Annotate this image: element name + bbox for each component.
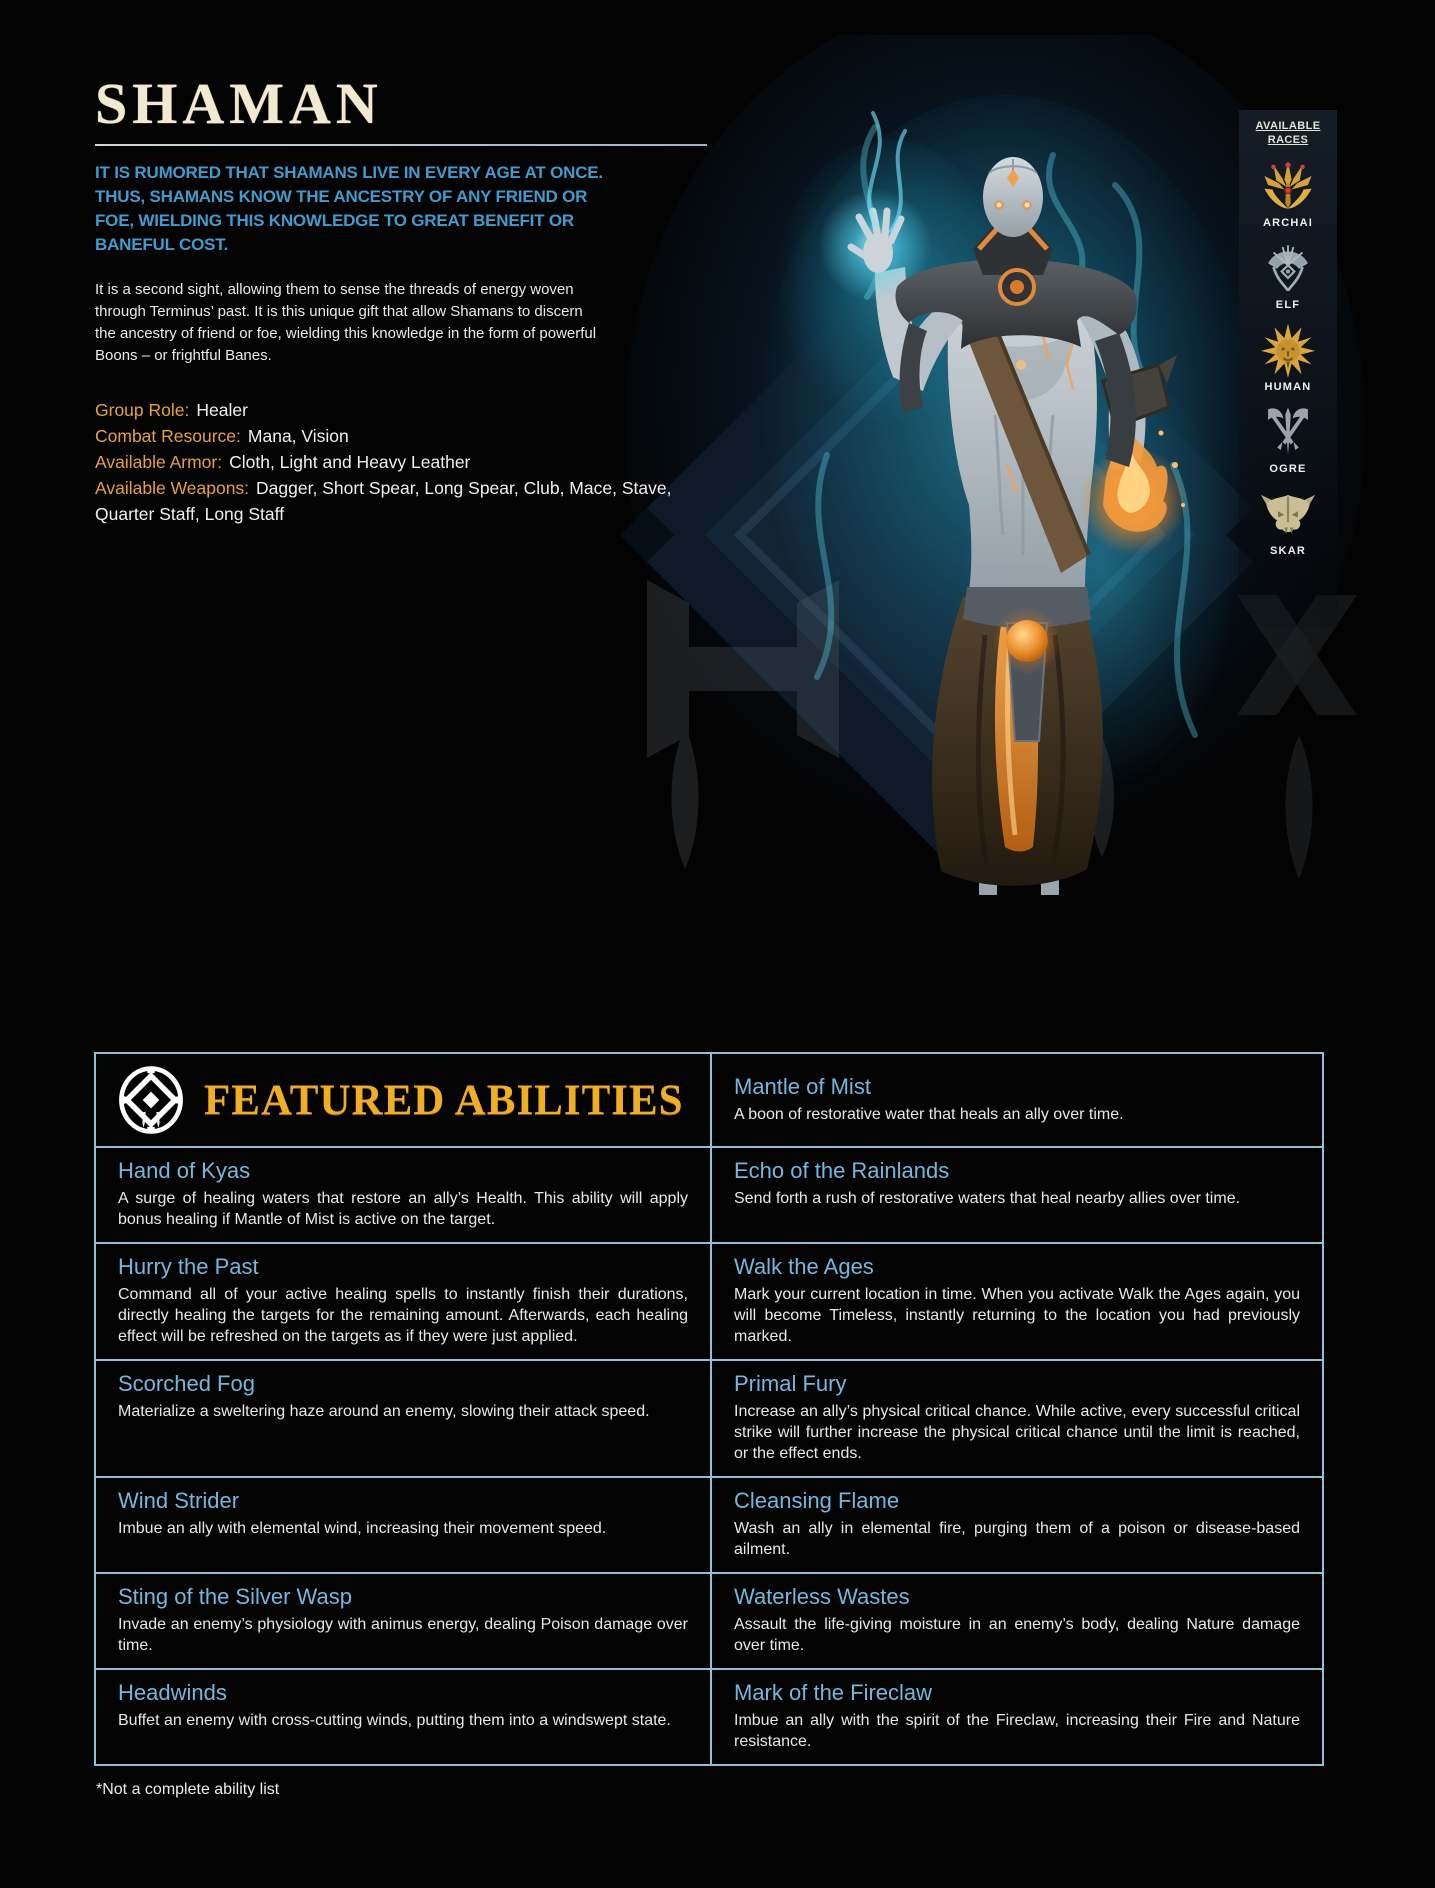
races-header-line2: RACES bbox=[1267, 134, 1309, 146]
title-rule bbox=[95, 144, 707, 146]
page-title: SHAMAN bbox=[95, 71, 383, 136]
races-header-line1: AVAILABLE bbox=[1255, 120, 1321, 132]
human-crest-icon bbox=[1259, 320, 1317, 378]
ability-description: Increase an ally’s physical critical chance. While active, every successful critical strike will further increase the physical critical chance until the limit is reached, or the effect ends. bbox=[734, 1403, 1300, 1462]
ability-cell bbox=[96, 1670, 710, 1764]
ability-description: A boon of restorative water that heals an ally over time. bbox=[734, 1105, 1124, 1123]
ability-cell bbox=[710, 1670, 1322, 1764]
footnote: *Not a complete ability list bbox=[96, 1781, 280, 1798]
races-header bbox=[1256, 119, 1321, 147]
table-row bbox=[96, 1359, 1322, 1476]
ability-description: Materialize a sweltering haze around an enemy, slowing their attack speed. bbox=[118, 1403, 650, 1420]
ability-description: Command all of your active healing spells to instantly finish their durations, directly healing the targets for the remaining amount. Afterwards, each healing effect will be refreshed on the targets as if they were just applied. bbox=[118, 1286, 688, 1345]
ability-cell bbox=[96, 1148, 710, 1242]
stat-label: Available Weapons: bbox=[95, 477, 250, 498]
lede-text: IT IS RUMORED THAT SHAMANS LIVE IN EVERY AGE AT ONCE. THUS, SHAMANS KNOW THE ANCESTRY OF ANY FRIEND OR FOE, WIELDING THIS KNOWLEDGE TO GREAT BENEFIT OR BANEFUL COST. bbox=[95, 162, 603, 254]
ability-cell bbox=[96, 1574, 710, 1668]
featured-abilities-table bbox=[94, 1052, 1324, 1766]
ability-name: Waterless Wastes bbox=[734, 1584, 910, 1609]
ability-name: Hand of Kyas bbox=[118, 1158, 251, 1183]
ability-name: Primal Fury bbox=[734, 1371, 847, 1396]
race-item-ogre bbox=[1259, 402, 1317, 475]
elf-crest-icon bbox=[1259, 238, 1317, 296]
table-header-row bbox=[96, 1054, 1322, 1146]
ability-name: Mantle of Mist bbox=[734, 1073, 871, 1099]
stat-value: Cloth, Light and Heavy Leather bbox=[229, 451, 471, 472]
ability-description: Mark your current location in time. When you activate Walk the Ages again, you will become Timeless, instantly returning to the location you had previously marked. bbox=[734, 1286, 1300, 1345]
ability-cell bbox=[710, 1478, 1322, 1572]
ability-name: Wind Strider bbox=[118, 1488, 240, 1513]
ability-description: Buffet an enemy with cross-cutting winds, putting them into a windswept state. bbox=[118, 1712, 671, 1729]
table-row bbox=[96, 1146, 1322, 1242]
table-row bbox=[96, 1668, 1322, 1764]
stat-group-role bbox=[95, 397, 689, 423]
race-label: ARCHAI bbox=[1263, 217, 1313, 229]
ability-name: Echo of the Rainlands bbox=[734, 1158, 950, 1183]
ability-name: Cleansing Flame bbox=[734, 1488, 900, 1513]
class-overview bbox=[95, 71, 713, 527]
ability-description: Invade an enemy’s physiology with animus energy, dealing Poison damage over time. bbox=[118, 1616, 688, 1654]
ability-cell bbox=[710, 1361, 1322, 1476]
ability-description: A surge of healing waters that restore an ally’s Health. This ability will apply bonus healing if Mantle of Mist is active on the target. bbox=[118, 1190, 688, 1228]
featured-abilities-header bbox=[96, 1054, 710, 1146]
stat-value: Dagger, Short Spear, Long Spear, Club, Mace, Stave, Quarter Staff, Long Staff bbox=[95, 477, 672, 524]
races-panel bbox=[1239, 110, 1337, 628]
race-label: SKAR bbox=[1270, 545, 1306, 557]
stat-available-weapons bbox=[95, 475, 689, 527]
race-label: ELF bbox=[1275, 299, 1301, 311]
ability-description: Imbue an ally with the spirit of the Fireclaw, increasing their Fire and Nature resistance. bbox=[734, 1712, 1300, 1750]
stat-value: Healer bbox=[196, 399, 248, 420]
skar-crest-icon bbox=[1259, 484, 1317, 542]
ability-name: Scorched Fog bbox=[118, 1371, 255, 1396]
ability-description: Imbue an ally with elemental wind, increasing their movement speed. bbox=[118, 1520, 607, 1537]
table-row bbox=[96, 1476, 1322, 1572]
ability-name: Hurry the Past bbox=[118, 1254, 259, 1279]
stat-combat-resource bbox=[95, 423, 689, 449]
ability-cell bbox=[710, 1244, 1322, 1359]
ability-name: Headwinds bbox=[118, 1680, 227, 1705]
table-row bbox=[96, 1242, 1322, 1359]
race-item-human bbox=[1259, 320, 1317, 393]
ability-cell bbox=[710, 1148, 1322, 1242]
ability-cell bbox=[96, 1478, 710, 1572]
stat-available-armor bbox=[95, 449, 689, 475]
stat-value: Mana, Vision bbox=[247, 425, 349, 446]
shaman-class-icon bbox=[114, 1063, 188, 1137]
ability-cell bbox=[96, 1244, 710, 1359]
race-label: OGRE bbox=[1269, 463, 1307, 475]
race-item-elf bbox=[1259, 238, 1317, 311]
stats-list bbox=[95, 397, 689, 527]
stat-label: Combat Resource: bbox=[95, 425, 241, 446]
ogre-crest-icon bbox=[1259, 402, 1317, 460]
featured-abilities-title: FEATURED ABILITIES bbox=[204, 1076, 684, 1124]
abilities-section bbox=[94, 1052, 1324, 1799]
ability-name: Walk the Ages bbox=[734, 1254, 874, 1279]
ability-cell bbox=[710, 1574, 1322, 1668]
stat-label: Group Role: bbox=[95, 399, 190, 420]
ability-cell-mantle-of-mist bbox=[710, 1054, 1322, 1146]
ability-description: Wash an ally in elemental fire, purging them of a poison or disease-based ailment. bbox=[734, 1520, 1300, 1558]
class-description: It is a second sight, allowing them to sense the threads of energy woven through Terminus’ past. It is this unique gift that allow Shamans to discern the ancestry of friend or foe, wielding this knowledge in the form of powerful Boons – or frightful Banes. bbox=[95, 280, 597, 364]
ability-cell bbox=[96, 1361, 710, 1476]
ability-description: Assault the life-giving moisture in an enemy’s body, dealing Nature damage over time. bbox=[734, 1616, 1300, 1654]
race-item-skar bbox=[1259, 484, 1317, 557]
stat-label: Available Armor: bbox=[95, 451, 223, 472]
ability-name: Mark of the Fireclaw bbox=[734, 1680, 933, 1705]
archai-crest-icon bbox=[1259, 156, 1317, 214]
ability-description: Send forth a rush of restorative waters that heal nearby allies over time. bbox=[734, 1190, 1241, 1207]
ability-name: Sting of the Silver Wasp bbox=[118, 1584, 352, 1609]
table-row bbox=[96, 1572, 1322, 1668]
race-label: HUMAN bbox=[1264, 381, 1312, 393]
race-item-archai bbox=[1259, 156, 1317, 229]
